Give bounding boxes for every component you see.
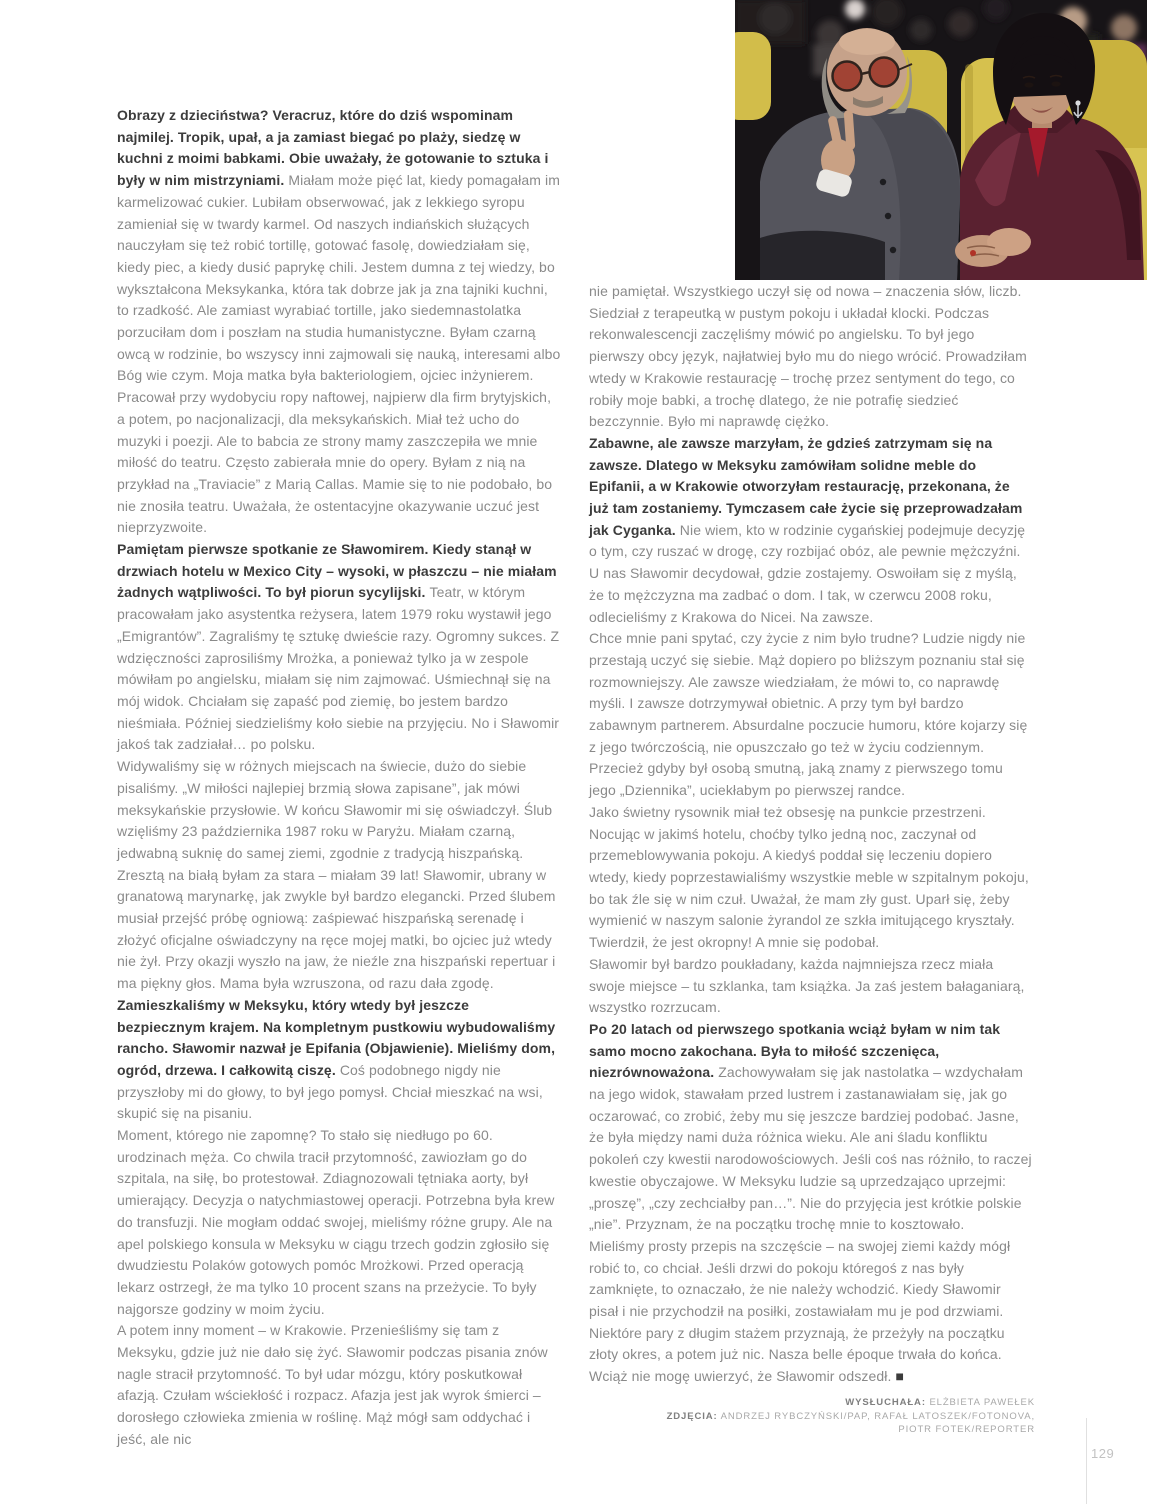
text-segment: Miałam może pięć lat, kiedy pomagałam im karmelizować cukier. Lubiłam obserwować, jak z lekkiego syropu zamieniał się w twardy karmel. Od naszych indiańskich służących nauczyłam się też robić tortillę, gotować fasolę, dowiedziałam się, kiedy piec, a kiedy dusić paprykę chili. Jestem dumna z tej wiedzy, bo wykształcona Meksykanka, która tak dobrze jak ja zna tajniki kuchni, to rzadkość. Ale zamiast wyrabiać tortille, jako siedemnastolatka porzuciłam dom i poszłam na studia humanistyczne. Byłam czarną owcą w rodzinie, bo wszyscy inni zajmowali się nauką, interesami albo Bóg wie czym. Moja matka była bakteriologiem, ojciec inżynierem. Pracował przy wydobyciu ropy naftowej, najpierw dla firm brytyjskich, a potem, po nacjonalizacji, dla meksykańskich. Miał też ucho do muzyki i poezji. Ale to babcia ze strony mamy zaszczepiła we mnie miłość do teatru. Często zabierała mnie do opery. Byłam z nią na przykład na „Traviacie” z Marią Callas. Mamie się to nie podobało, bo nie znosiła teatru. Uważała, że ostentacyjne okazywanie uczuć jest nieprzyzwoite. [117,172,561,536]
text-segment: A potem inny moment – w Krakowie. Przenieśliśmy się tam z Meksyku, gdzie już nie dało się żyć. Sławomir podczas pisania znów nagle stracił przytomność. To był udar mózgu, który poskutkował afazją. Czułam wściekłość i rozpacz. Afazja jest jak wyrok śmierci – dorosłego człowieka zmienia w roślinę. Mąż mógł sam oddychać i jeść, ale nic [117,1322,548,1447]
bold-text-segment: Zabawne, ale zawsze marzyłam, że gdzieś zatrzymam się na zawsze. Dlatego w Meksyku zamówiłam solidne meble do Epifanii, a w Krakowie otworzyłam restaurację, przekonana, że już tam zostaniemy. Tymczasem całe życie się przeprowadzałam jak Cyganka. [589,434,1023,538]
paragraph [117,105,561,539]
text-segment: Coś podobnego nigdy nie przyszłoby mi do głowy, to był jego pomysł. Chciał mieszkać na wsi, skupić się na pisaniu. [117,1061,543,1122]
credit-interviewer-label: WYSŁUCHAŁA: [845,1397,926,1408]
paragraph [589,433,1033,628]
paragraph [589,1236,1033,1388]
credit-photos-label: ZDJĘCIA: [666,1410,718,1422]
paragraph [117,756,561,995]
credit-photos-continued [475,1423,1035,1437]
text-segment: Sławomir był bardzo poukładany, każda najmniejsza rzecz miała swoje miejsce – tu szklanka, tam książka. Ja zaś jestem bałaganiarą, wszystko rozrzucam. [589,955,1025,1016]
bold-text-segment: Po 20 latach od pierwszego spotkania wciąż byłam w nim tak samo mocno zakochana. Była to miłość szczenięca, niezrównoważona. [589,1020,1001,1081]
paragraph [589,802,1033,954]
text-segment: Mieliśmy prosty przepis na szczęście – na swojej ziemi każdy mógł robić to, co chciał. Jeśli drzwi do pokoju któregoś z nas były zamknięte, to oznaczało, że nie należy wchodzić. Kiedy Sławomir pisał i nie przychodził na posiłki, zostawiałam mu je pod drzwiami. Niektóre pary z długim stażem przyznają, że przeżyły na początku złoty okres, a potem już nic. Nasza belle époque trwała do końca. Wciąż nie mogę uwierzyć, że Sławomir odszedł. [589,1237,1011,1385]
text-segment: Chce mnie pani spytać, czy życie z nim było trudne? Ludzie nigdy nie przestają uczyć się siebie. Mąż dopiero po bliższym poznaniu stał się rozmowniejszy. Ale zawsze wiedziałam, że mówi to, co naprawdę myśli. I zawsze dotrzymywał obietnic. A przy tym był bardzo zabawnym partnerem. Absurdalne poczucie humoru, które kojarzy się z jego twórczością, nie opuszczało go też w życiu codziennym. Przecież gdyby był osobą smutną, jaką znamy z pierwszego tomu jego „Dziennika”, uciekłabym po pierwszej randce. [589,630,1028,799]
article-column-right [589,281,1033,1388]
paragraph [589,281,1033,433]
paragraph [117,539,561,756]
page-number: 129 [1091,1446,1115,1461]
credit-photos [475,1410,1035,1424]
paragraph [589,1019,1033,1236]
text-segment: Moment, którego nie zapomnę? To stało się niedługo po 60. urodzinach męża. Co chwila tracił przytomność, zawiozłam go do szpitala, na siłę, bo protestował. Zdiagnozowali tętniaka aorty, był umierający. Decyzja o natychmiastowej operacji. Potrzebna była krew do transfuzji. Nie mogłam oddać swojej, mieliśmy różne grupy. Ale na apel polskiego konsula w Meksyku w ciągu trzech godzin zgłosiło się dwudziestu Polaków gotowych pomóc Mrożkowi. Przed operacją lekarz ostrzegł, że ma tylko 10 procent szans na przeżycie. To były najgorsze godziny w moim życiu. [117,1127,555,1317]
text-segment: Zachowywałam się jak nastolatka – wzdychałam na jego widok, stawałam przed lustrem i zastanawiałam się, jak go oczarować, co zrobić, żeby mu się jeszcze bardziej podobać. Jasne, że była między nami duża różnica wieku. Ale ani śladu konfliktu pokoleń czy kwestii narodowościowych. Jeśli coś nas różniło, to raczej kwestie obyczajowe. W Meksyku ludzie są uprzedzająco uprzejmi: „proszę”, „czy zechciałby pan…”. Nie do przyjęcia jest krótkie polskie „nie”. Przyznam, że na początku trochę mnie to kosztowało. [589,1064,1032,1233]
bold-text-segment: Zamieszkaliśmy w Meksyku, który wtedy był jeszcze bezpiecznym krajem. Na kompletnym pustkowiu wybudowaliśmy rancho. Sławomir nazwał je Epifania (Objawienie). Mieliśmy dom, ogród, drzewa. I całkowitą ciszę. [117,996,556,1078]
credit-photos-names-1: ANDRZEJ RYBCZYŃSKI/PAP, RAFAŁ LATOSZEK/FOTONOVA, [720,1410,1035,1422]
text-segment: Nie wiem, kto w rodzinie cygańskiej podejmuje decyzję o tym, czy ruszać w drogę, czy rozbijać obóz, ale pewnie mężczyźni. U nas Sławomir decydował, gdzie zostajemy. Oswoiłam się z myślą, że to mężczyzna ma zadbać o dom. I tak, w czerwcu 2008 roku, odlecieliśmy z Krakowa do Nicei. Na zawsze. [589,521,1026,625]
text-segment: Teatr, w którym pracowałam jako asystentka reżysera, latem 1979 roku wystawił jego „Emigrantów”. Zagraliśmy tę sztukę dwieście razy. Ogromny sukces. Z wdzięczności zaprosiliśmy Mrożka, a ponieważ tylko ja w zespole mówiłam po angielsku, miałam się nim zajmować. Uśmiechnął się na mój widok. Chciałam się zapaść pod ziemię, bo jestem bardzo nieśmiała. Później siedzieliśmy koło siebie na przyjęciu. No i Sławomir jakoś tak zadziałał… po polsku. [117,584,560,753]
bold-text-segment: Pamiętam pierwsze spotkanie ze Sławomirem. Kiedy stanął w drzwiach hotelu w Mexico City – wysoki, w płaszczu – nie miałam żadnych wątpliwości. To był piorun sycylijski. [117,541,557,601]
paragraph [589,628,1033,802]
page-edge-line [1086,1418,1087,1504]
paragraph [117,995,561,1125]
credit-interviewer [475,1396,1035,1410]
paragraph [589,954,1033,1019]
paragraph [117,1125,561,1320]
bold-text-segment: Obrazy z dzieciństwa? Veracruz, które do dziś wspominam najmilej. Tropik, upał, a ja zamiast biegać po plaży, siedzę w kuchni z moimi babkami. Obie uważały, że gotowanie to sztuka i były w nim mistrzyniami. [117,107,549,189]
credit-interviewer-name: ELŻBIETA PAWEŁEK [929,1397,1035,1408]
text-segment: Jako świetny rysownik miał też obsesję na punkcie przestrzeni. Nocując w jakimś hotelu, choćby tylko jedną noc, zaczynał od przemeblowywania pokoju. A kiedyś poddał się leczeniu dopiero wtedy, kiedy poprzestawialiśmy wszystkie meble w szpitalnym pokoju, bo tak źle się w nim czuł. Uważał, że mam zły gust. Uparł się, żeby wymienić w naszym salonie żyrandol ze szkła imitującego kryształy. Twierdził, że jest okropny! A mnie się podobał. [589,803,1029,951]
photo-mrozek-couple [735,0,1147,280]
text-segment: nie pamiętał. Wszystkiego uczył się od nowa – znaczenia słów, liczb. Siedział z terapeutką w pustym pokoju i układał klocki. Podczas rekonwalescencji zaczęliśmy mówić po angielsku. To był jego pierwszy obcy język, najłatwiej było mu do niego wrócić. Prowadziłam wtedy w Krakowie restaurację – trochę przez sentyment do tego, co robiły moje babki, a trochę dlatego, że nie potrafię siedzieć bezczynnie. Było mi naprawdę ciężko. [589,283,1027,430]
credit-photos-names-2: PIOTR FOTEK/REPORTER [898,1424,1035,1435]
photo-illustration [735,0,1147,280]
text-segment: Widywaliśmy się w różnych miejscach na świecie, dużo do siebie pisaliśmy. „W miłości najlepiej brzmią słowa zapisane”, jak mówi meksykańskie przysłowie. W końcu Sławomir mi się oświadczył. Ślub wzięliśmy 23 października 1987 roku w Paryżu. Miałam czarną, jedwabną suknię do samej ziemi, zgodnie z tradycją hiszpańską. Zresztą na białą byłam za stara – miałam 39 lat! Sławomir, ubrany w granatową marynarkę, jak zwykle był bardzo elegancki. Przed ślubem musiał przejść próbę ogniową: zaśpiewać hiszpańską serenadę i złożyć oficjalne oświadczyny na ręce mojej matki, bo ojciec już wtedy nie żył. Przy okazji wyszło na jaw, że nieźle zna hiszpański repertuar i ma piękny głos. Mama była wzruszona, od razu dała zgodę. [117,758,556,992]
credits-block [475,1396,1035,1437]
bold-text-segment: ■ [891,1368,905,1385]
article-column-left [117,105,561,1451]
